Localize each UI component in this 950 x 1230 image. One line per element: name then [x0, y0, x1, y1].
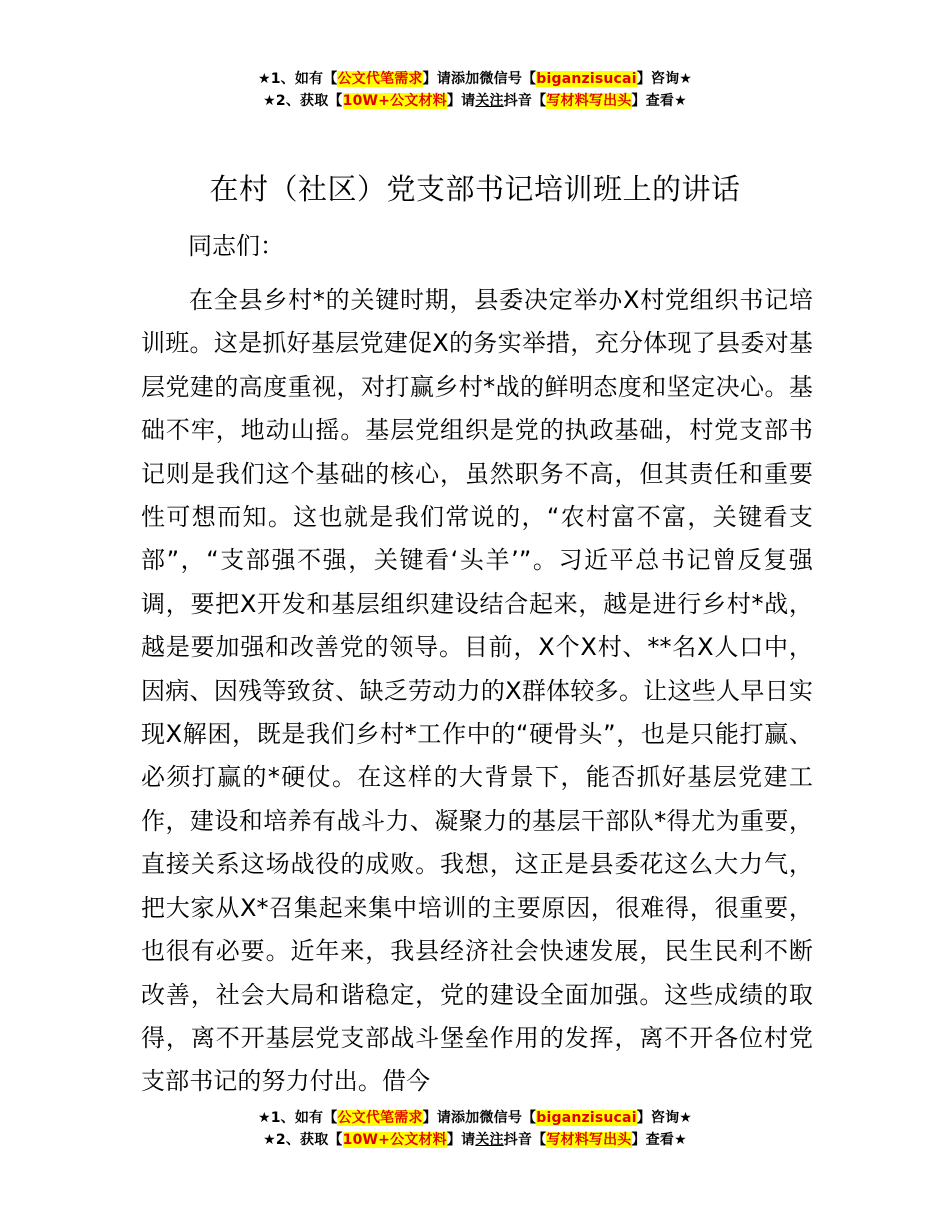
highlight-account: 写材料写出头: [546, 1132, 632, 1148]
footer-banner: [0, 1107, 950, 1151]
document-title: 在村（社区）党支部书记培训班上的讲话: [209, 172, 741, 206]
body-paragraph: 在全县乡村*的关键时期，县委决定举办X村党组织书记培训班。这是抓好基层党建促X的务实举措，充分体现了县委对基层党建的高度重视，对打赢乡村*战的鲜明态度和坚定决心。基础不牢，地动山摇。基层党组织是党的执政基础，村党支部书记则是我们这个基础的核心，虽然职务不高，但其责任和重要性可想而知。这也就是我们常说的，“农村富不富，关键看支部”，“支部强不强，关键看‘头羊’”。习近平总书记曾反复强调，要把X开发和基层组织建设结合起来，越是进行乡村*战，越是要加强和改善党的领导。目前，X个X村、**名X人口中，因病、因残等致贫、缺乏劳动力的X群体较多。让这些人早日实现X解困，既是我们乡村*工作中的“硬骨头”，也是只能打赢、必须打赢的*硬仗。在这样的大背景下，能否抓好基层党建工作，建设和培养有战斗力、凝聚力的基层干部队*得尤为重要，直接关系这场战役的成败。我想，这正是县委花这么大力气，把大家从X*召集起来集中培训的主要原因，很难得，很重要，也很有必要。近年来，我县经济社会快速发展，民生民利不断改善，社会大局和谐稳定，党的建设全面加强。这些成绩的取得，离不开基层党支部战斗堡垒作用的发挥，离不开各位村党支部书记的努力付出。借今: [141, 286, 813, 1096]
underlined-follow: 关注: [475, 1132, 504, 1148]
highlight-service: 公文代笔需求: [337, 1110, 423, 1126]
banner-line-1: ★1、如有【公文代笔需求】请添加微信号【biganzisucai】咨询★: [257, 71, 693, 87]
salutation: 同志们：: [188, 232, 284, 260]
underlined-follow: 关注: [475, 93, 504, 109]
banner-line-2: ★2、获取【10W+公文材料】请关注抖音【写材料写出头】查看★: [263, 1132, 687, 1148]
header-banner: [0, 68, 950, 112]
highlight-materials: 10W+公文材料: [342, 93, 447, 109]
banner-line-1: ★1、如有【公文代笔需求】请添加微信号【biganzisucai】咨询★: [257, 1110, 693, 1126]
banner-line-2: ★2、获取【10W+公文材料】请关注抖音【写材料写出头】查看★: [263, 93, 687, 109]
highlight-account: 写材料写出头: [546, 93, 632, 109]
highlight-service: 公文代笔需求: [337, 71, 423, 87]
highlight-wechat-id: biganzisucai: [536, 1110, 637, 1126]
highlight-materials: 10W+公文材料: [342, 1132, 447, 1148]
highlight-wechat-id: biganzisucai: [536, 71, 637, 87]
